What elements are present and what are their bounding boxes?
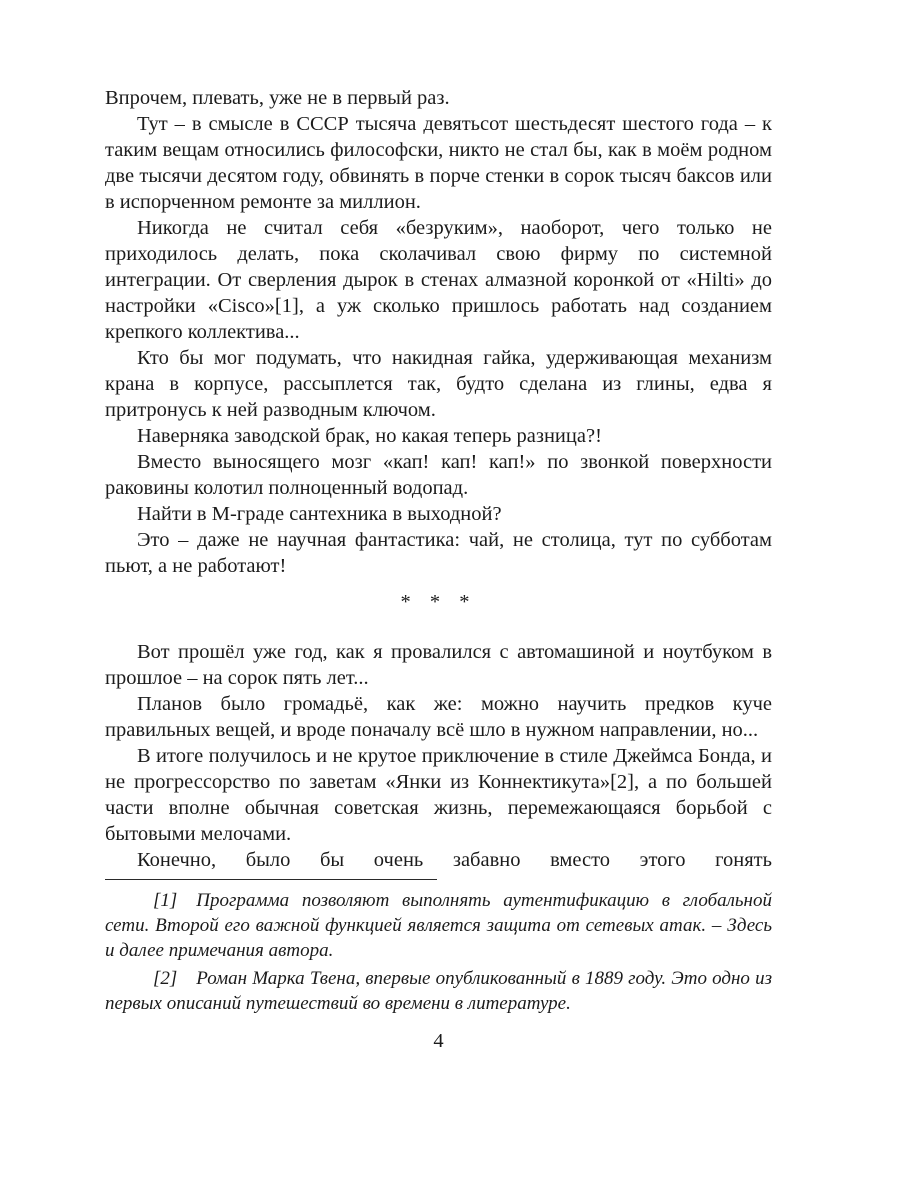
paragraph: Вместо выносящего мозг «кап! кап! кап!» по звонкой поверхности раковины колотил полноценный водопад. (105, 451, 772, 499)
footnote-separator (105, 879, 437, 880)
paragraph: Планов было громадьё, как же: можно научить предков куче правильных вещей, и вроде поначалу всё шло в нужном направлении, но... (105, 693, 772, 741)
paragraph: Впрочем, плевать, уже не в первый раз. (105, 87, 450, 109)
paragraph: Конечно, было бы очень забавно вместо этого гонять (137, 849, 772, 871)
footnote: [2] Роман Марка Твена, впервые опубликованный в 1889 году. Это одно из первых описаний путешествий во времени в литературе. (105, 968, 772, 1014)
page-number: 4 (433, 1030, 444, 1052)
paragraph: В итоге получилось и не крутое приключение в стиле Джеймса Бонда, и не прогрессорство по заветам «Янки из Коннектикута»[2], а по большей части вполне обычная советская жизнь, перемежающаяся борьбой с бытовыми мелочами. (105, 745, 772, 845)
scene-break: * * * (400, 591, 477, 613)
paragraph: Это – даже не научная фантастика: чай, не столица, тут по субботам пьют, а не работают! (105, 529, 772, 577)
paragraph: Кто бы мог подумать, что накидная гайка, удерживающая механизм крана в корпусе, рассыплется так, будто сделана из глины, едва я притронусь к ней разводным ключом. (105, 347, 772, 421)
paragraph: Никогда не считал себя «безруким», наоборот, чего только не приходилось делать, пока сколачивал свою фирму по системной интеграции. От сверления дырок в стенах алмазной коронкой от «Hilti» до настройки «Cisco»[1], а уж сколько пришлось работать над созданием крепкого коллектива... (105, 217, 772, 343)
paragraph: Наверняка заводской брак, но какая теперь разница?! (137, 425, 602, 447)
footnote: [1] Программа позволяют выполнять аутентификацию в глобальной сети. Второй его важной функцией является защита от сетевых атак. – Здесь и далее примечания автора. (105, 890, 772, 961)
footnotes (105, 888, 772, 1016)
paragraph: Тут – в смысле в СССР тысяча девятьсот шестьдесят шестого года – к таким вещам относились философски, никто не стал бы, как в моём родном две тысячи десятом году, обвинять в порче стенки в сорок тысяч баксов или в испорченном ремонте за миллион. (105, 113, 772, 213)
paragraph: Найти в М-граде сантехника в выходной? (137, 503, 502, 525)
paragraph: Вот прошёл уже год, как я провалился с автомашиной и ноутбуком в прошлое – на сорок пять лет... (105, 641, 772, 689)
main-text (105, 85, 772, 873)
